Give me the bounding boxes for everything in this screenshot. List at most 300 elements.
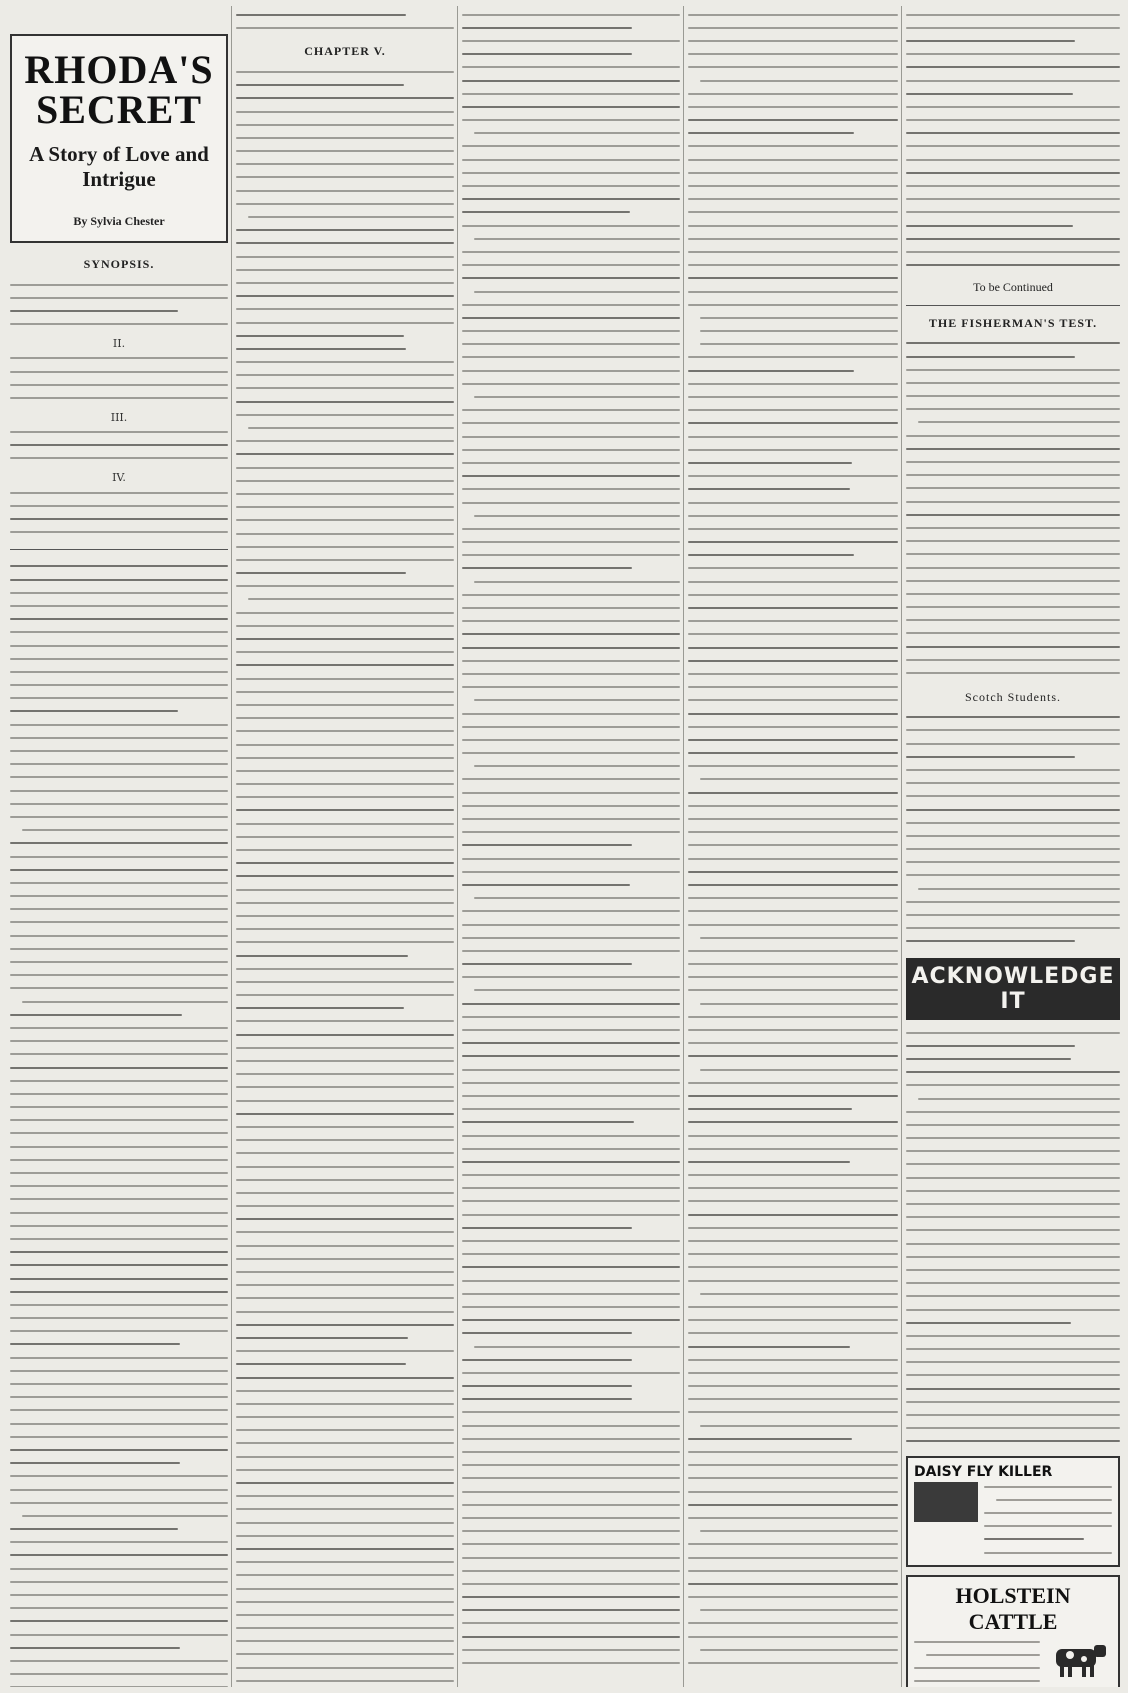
text-line [688,884,898,886]
text-line [236,1416,454,1418]
text-line [236,1390,454,1392]
text-line [236,730,454,732]
text-line [906,861,1120,863]
text-line [236,1601,454,1603]
text-line [906,461,1120,463]
story-body-text [462,8,680,1670]
text-line [462,528,680,530]
text-line [462,1557,680,1559]
text-line [462,673,680,675]
text-line [10,1594,228,1596]
text-line [906,1058,1071,1060]
text-line [462,27,632,29]
text-line [462,1583,680,1585]
text-line [462,330,680,332]
text-line [236,968,454,970]
text-line [688,40,898,42]
text-line [10,737,228,739]
text-line [10,284,228,286]
text-line [462,910,680,912]
text-line [906,672,1120,674]
text-line [906,1427,1120,1429]
text-line [236,1337,408,1339]
text-line [10,1502,228,1504]
text-line [236,981,454,983]
text-line [10,1436,228,1438]
text-line [462,1319,680,1321]
scotch-text [906,711,1120,948]
text-line [236,1667,454,1669]
text-line [236,612,454,614]
text-line [462,1240,680,1242]
text-line [236,480,454,482]
text-line [906,716,1120,718]
text-line [688,647,898,649]
text-line [688,1029,898,1031]
text-line [688,805,898,807]
text-line [236,1429,454,1431]
text-line [236,1073,454,1075]
fly-killer-image [914,1482,978,1522]
text-line [462,198,680,200]
text-line [10,618,228,620]
text-line [462,1649,680,1651]
text-line [236,229,454,231]
text-line [906,593,1120,595]
text-line [700,1293,898,1295]
text-line [462,1016,680,1018]
text-line [10,1581,228,1583]
text-line [906,874,1120,876]
text-line [236,836,454,838]
text-line [10,750,228,752]
text-line [10,605,228,607]
text-line [462,1003,680,1005]
section-number: IV. [112,471,126,485]
text-line [462,607,680,609]
text-line [10,816,228,818]
text-line [10,1568,228,1570]
text-line [236,915,454,917]
text-line [10,1396,228,1398]
text-line [462,1135,680,1137]
text-line [906,264,1120,266]
text-line [236,1034,454,1036]
text-line [462,844,632,846]
text-line [236,664,454,666]
text-line [462,40,680,42]
text-line [10,671,228,673]
text-line [906,1322,1071,1324]
text-line [10,371,228,373]
text-line [236,374,454,376]
text-line [10,1132,228,1134]
text-line [22,1515,228,1517]
text-line [688,145,898,147]
story-body-text [236,65,454,1687]
text-line [906,408,1120,410]
text-line [236,414,454,416]
text-line [688,1543,898,1545]
text-line [462,251,680,253]
text-line [688,963,898,965]
text-line [906,514,1120,516]
text-line [236,97,454,99]
text-line [236,770,454,772]
text-line [10,1686,228,1687]
text-line [984,1512,1112,1514]
text-line [688,765,898,767]
text-line [10,444,228,446]
text-line [236,651,454,653]
text-line [462,1187,680,1189]
text-line [688,1411,898,1413]
text-line [462,1491,680,1493]
text-line [236,678,454,680]
text-line [688,172,898,174]
text-line [906,487,1120,489]
text-line [474,132,680,134]
text-line [10,1317,228,1319]
text-line [10,1198,228,1200]
text-line [688,1306,898,1308]
text-line [462,1121,634,1123]
text-line [236,282,454,284]
text-line [10,457,228,459]
text-line [236,1363,406,1365]
text-line [10,357,228,359]
text-line [474,396,680,398]
text-line [462,475,680,477]
text-line [688,1359,898,1361]
text-line [906,40,1075,42]
text-line [236,348,406,350]
text-line [688,436,898,438]
text-line [236,14,406,16]
text-line [10,1278,228,1280]
text-line [462,976,680,978]
text-line [236,704,454,706]
text-line [906,1361,1120,1363]
text-line [236,1614,454,1616]
text-line [10,869,228,871]
text-line [462,778,680,780]
text-line [462,93,680,95]
text-line [462,370,680,372]
text-line [236,1377,454,1379]
text-line [474,291,680,293]
text-line [700,1003,898,1005]
text-line [10,882,228,884]
section-number: III. [110,410,128,424]
text-line [688,699,898,701]
text-line [236,1522,454,1524]
text-line [688,198,898,200]
text-line [462,713,680,715]
story-body-text [688,8,898,1670]
text-line [236,256,454,258]
text-line [688,475,898,477]
text-line [10,1423,228,1425]
text-line [906,619,1120,621]
text-line [700,937,898,939]
text-line [10,1330,228,1332]
text-line [688,422,898,424]
text-line [906,211,1120,213]
text-line [462,660,680,662]
text-line [688,1266,898,1268]
story-byline: By Sylvia Chester [73,214,165,228]
text-line [688,528,898,530]
text-line [10,1528,178,1530]
text-line [462,1332,632,1334]
text-line [462,594,680,596]
text-line [236,1152,454,1154]
column-3 [462,8,680,1687]
text-line [688,119,898,121]
acknowledge-ad-text [906,1026,1120,1448]
text-line [10,948,228,950]
text-line [688,567,898,569]
text-line [236,1126,454,1128]
text-line [688,106,898,108]
text-line [10,310,178,312]
text-line [462,633,680,635]
text-line [236,1495,454,1497]
text-line [688,752,898,754]
text-line [462,145,680,147]
text-line [462,1095,680,1097]
text-line [906,756,1075,758]
text-line [462,211,630,213]
text-line [10,518,228,520]
text-line [10,935,228,937]
text-line [10,1251,228,1253]
text-line [462,449,680,451]
text-line [462,1042,680,1044]
text-line [700,317,898,319]
text-line [22,1001,228,1003]
text-line [236,1245,454,1247]
text-line [688,291,898,293]
text-line [688,620,898,622]
text-line [236,1535,454,1537]
text-line [10,1093,228,1095]
text-line [906,93,1073,95]
text-line [688,515,898,517]
text-line [236,1680,454,1682]
text-line [688,1280,898,1282]
text-line [474,238,680,240]
text-line [236,875,454,877]
text-line [462,620,680,622]
text-line [10,842,228,844]
text-line [462,1425,680,1427]
text-line [236,308,454,310]
text-line [688,14,898,16]
text-line [462,436,680,438]
text-line [236,1218,454,1220]
text-line [10,1159,228,1161]
story-title: RHODA'S SECRET [24,47,214,132]
text-line [462,502,680,504]
column-rule [683,6,684,1687]
text-line [236,744,454,746]
text-line [462,1438,680,1440]
text-line [236,1047,454,1049]
story-body-text [10,560,228,1687]
text-line [236,1297,454,1299]
text-line [906,729,1120,731]
text-line [906,1177,1120,1179]
text-line [10,1225,228,1227]
text-line [236,1258,454,1260]
text-line [688,1319,898,1321]
text-line [10,1647,180,1649]
text-line [10,1027,228,1029]
text-line [236,717,454,719]
text-line [688,1596,898,1598]
text-line [462,1174,680,1176]
text-line [10,323,228,325]
text-line [688,858,898,860]
text-line [906,27,1120,29]
text-line [236,902,454,904]
text-line [688,264,898,266]
text-line [688,1095,898,1097]
text-line [462,422,680,424]
text-line [10,492,228,494]
text-line [926,1654,1040,1656]
text-line [700,1425,898,1427]
text-line [462,1464,680,1466]
text-line [906,1309,1120,1311]
text-line [462,1029,680,1031]
text-line [10,1660,228,1662]
text-line [688,1504,898,1506]
text-line [236,506,454,508]
text-line [688,1477,898,1479]
text-line [462,541,680,543]
text-line [236,1482,454,1484]
text-line [462,686,680,688]
text-line [236,176,454,178]
text-line [906,342,1120,344]
text-line [10,1014,182,1016]
text-line [10,645,228,647]
text-line [906,1335,1120,1337]
text-line [236,401,454,403]
text-line [10,1185,228,1187]
text-line [10,1080,228,1082]
text-line [462,1161,680,1163]
text-line [906,1269,1120,1271]
text-line [906,106,1120,108]
text-line [462,950,680,952]
text-line [906,580,1120,582]
text-line [906,632,1120,634]
text-line [236,1508,454,1510]
text-line [462,1069,680,1071]
text-line [906,132,1120,134]
text-line [462,752,680,754]
text-line [462,1477,680,1479]
text-line [688,844,898,846]
column-1 [10,8,228,1687]
text-line [906,606,1120,608]
text-line [462,1543,680,1545]
text-line [236,1561,454,1563]
text-line [688,1161,850,1163]
text-line [462,1148,680,1150]
text-line [236,387,454,389]
text-line [906,1282,1120,1284]
text-line [462,884,630,886]
text-line [462,792,680,794]
text-line [10,1370,228,1372]
text-line [918,888,1120,890]
text-line [700,1649,898,1651]
text-line [236,163,454,165]
text-line [10,776,228,778]
text-line [10,790,228,792]
text-line [688,541,898,543]
text-line [906,119,1120,121]
text-line [906,448,1120,450]
text-line [10,1554,228,1556]
text-line [700,80,898,82]
text-line [236,559,454,561]
text-line [10,961,228,963]
text-line [688,1346,850,1348]
text-line [10,531,228,533]
text-line [462,871,680,873]
text-line [700,778,898,780]
text-line [462,1451,680,1453]
synopsis-text [10,426,228,466]
text-line [462,1570,680,1572]
text-line [462,1398,632,1400]
text-line [688,1200,898,1202]
text-line [462,1227,632,1229]
text-line [688,1385,898,1387]
text-line [474,1346,680,1348]
text-line [688,1557,898,1559]
text-line [236,1403,454,1405]
text-line [236,1627,454,1629]
text-line [236,137,454,139]
text-line [906,1190,1120,1192]
text-line [688,831,898,833]
text-line [906,1348,1120,1350]
daisy-ad [906,1456,1120,1567]
acknowledge-ad-title: ACKNOWLEDGE IT [906,958,1120,1020]
daisy-ad-text [984,1480,1112,1559]
text-line [700,1609,898,1611]
text-line [10,565,228,567]
text-line [906,914,1120,916]
column-2 [236,8,454,1687]
text-line [688,1451,898,1453]
text-line [914,1667,1040,1669]
text-line [688,132,854,134]
text-line [10,579,228,581]
text-line [688,1042,898,1044]
text-line [462,858,680,860]
text-line [10,1409,228,1411]
daisy-ad-title: DAISY FLY KILLER [914,1464,1053,1480]
text-line [700,1069,898,1071]
